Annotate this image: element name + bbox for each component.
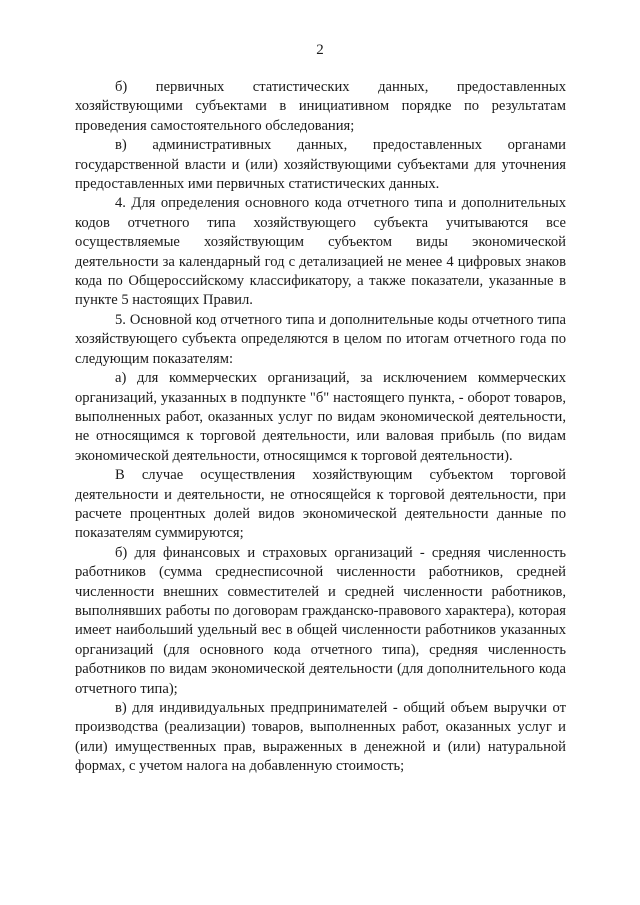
paragraph-1b-primary-data: б) первичных статистических данных, предоставленных хозяйствующими субъектами в инициативном порядке по результатам проведения самостоятельного обследования;: [75, 79, 566, 134]
paragraph-5b: б) для финансовых и страховых организаций - средняя численность работников (сумма среднесписочной численности работников, средней численности внешних совместителей и средней численности работников, выполнявших работы по договорам гражданско-правового характера), которая имеет наибольший удельный вес в общей численности работников указанных организаций (для основного кода отчетного типа), средняя численность работников по видам экономической деятельности (для дополнительного кода отчетного типа);: [75, 544, 566, 697]
paragraph-5: 5. Основной код отчетного типа и дополнительные коды отчетного типа хозяйствующего субъекта определяются в целом по итогам отчетного года по следующим показателям:: [75, 311, 566, 367]
page-number: 2: [316, 42, 324, 58]
paragraph-5a-trade-note: В случае осуществления хозяйствующим субъектом торговой деятельности и деятельности, не относящейся к торговой деятельности, при расчете процентных долей видов экономической деятельности данные по показателям суммируются;: [75, 467, 566, 542]
paragraph-1v-administrative-data: в) административных данных, предоставленных органами государственной власти и (или) хозяйствующими субъектами для уточнения предоставленных ими первичных статистических данных.: [75, 137, 566, 193]
paragraph-5a: а) для коммерческих организаций, за исключением коммерческих организаций, указанных в подпункте "б" настоящего пункта, - оборот товаров, выполненных работ, оказанных услуг по видам экономической деятельности, не относящимся к торговой деятельности, или валовая прибыль (по видам экономической деятельности, относящимся к торговой деятельности).: [75, 370, 566, 464]
document-body: [75, 78, 566, 777]
paragraph-5v: в) для индивидуальных предпринимателей - общий объем выручки от производства (реализации) товаров, выполненных работ, оказанных услуг и (или) имущественных прав, выраженных в денежной и (или) натуральной формах, с учетом налога на добавленную стоимость;: [75, 700, 566, 775]
paragraph-4: 4. Для определения основного кода отчетного типа и дополнительных кодов отчетного типа хозяйствующего субъекта учитываются все осуществляемые хозяйствующим субъектом виды экономической деятельности за календарный год с детализацией не менее 4 цифровых знаков кода по Общероссийскому классификатору, а также показатели, указанные в пункте 5 настоящих Правил.: [75, 195, 566, 309]
